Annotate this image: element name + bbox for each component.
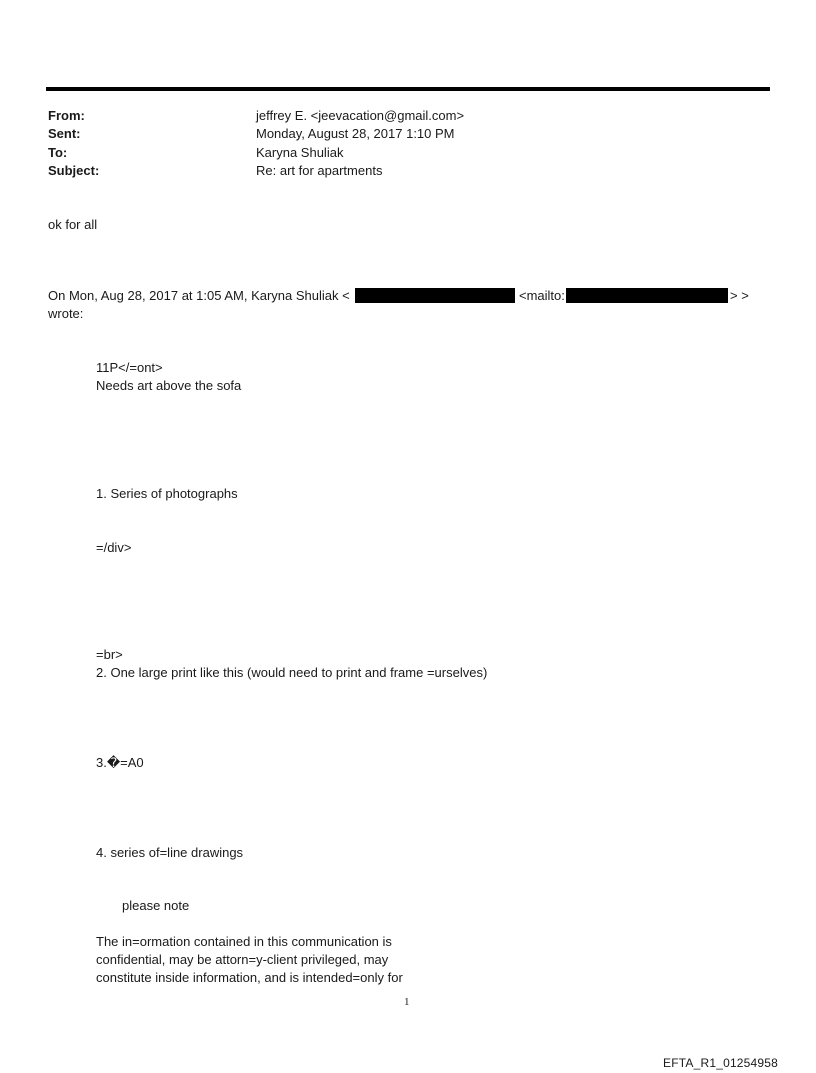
quote-intro-end: > >: [730, 288, 749, 303]
list-item: 1. Series of photographs: [96, 486, 238, 501]
quoted-line: 11P</=ont>: [96, 360, 163, 375]
quoted-line: Needs art above the sofa: [96, 378, 242, 393]
from-value: jeffrey E. <jeevacation@gmail.com>: [256, 108, 465, 123]
please-note: please note: [122, 898, 190, 913]
header-rule: [46, 87, 770, 91]
list-item: 3.�=A0: [96, 755, 144, 770]
disclaimer-line: constitute inside information, and is intended=only for: [96, 970, 403, 985]
list-item: 2. One large print like this (would need to print and frame =urselves): [96, 665, 488, 680]
redaction-box: [566, 288, 728, 303]
document-id: EFTA_R1_01254958: [663, 1056, 779, 1070]
reply-text: ok for all: [48, 217, 98, 232]
disclaimer-line: The in=ormation contained in this communication is: [96, 934, 392, 949]
sent-label: Sent:: [48, 126, 81, 141]
list-item: 4. series of=line drawings: [96, 845, 244, 860]
mailto-text: <mailto:: [519, 288, 565, 303]
quoted-line: =br>: [96, 647, 123, 662]
subject-value: Re: art for apartments: [256, 163, 383, 178]
page-number: 1: [404, 996, 410, 1008]
quote-intro-text: On Mon, Aug 28, 2017 at 1:05 AM, Karyna Shuliak <: [48, 288, 350, 303]
disclaimer-line: confidential, may be attorn=y-client privileged, may: [96, 952, 389, 967]
from-label: From:: [48, 108, 85, 123]
sent-value: Monday, August 28, 2017 1:10 PM: [256, 126, 455, 141]
to-value: Karyna Shuliak: [256, 145, 344, 160]
subject-label: Subject:: [48, 163, 100, 178]
quoted-line: =/div>: [96, 540, 132, 555]
redaction-box: [355, 288, 515, 303]
to-label: To:: [48, 145, 68, 160]
quote-intro-wrote: wrote:: [48, 306, 84, 321]
